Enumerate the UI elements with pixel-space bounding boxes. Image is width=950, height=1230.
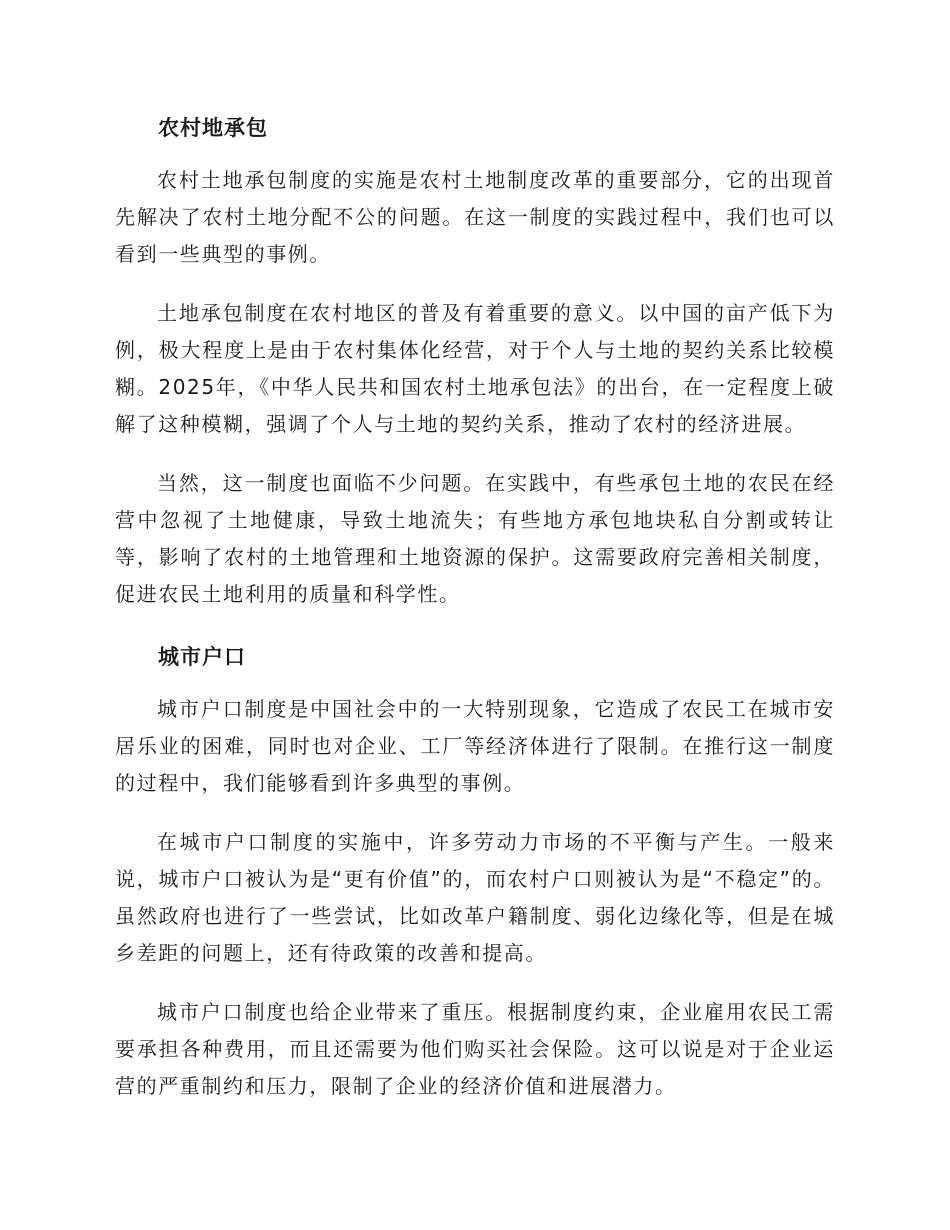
paragraph: 土地承包制度在农村地区的普及有着重要的意义。以中国的亩产低下为例，极大程度上是由于农村集体化经营，对于个人与土地的契约关系比较模糊。2025年，《中华人民共和国农村土地承包法》的出台，在一定程度上破解了这种模糊，强调了个人与土地的契约关系，推动了农村的经济进展。	[115, 301, 835, 436]
section-heading-rural-land-contract: 农村地承包	[158, 116, 268, 140]
section-heading-urban-hukou: 城市户口	[158, 645, 246, 669]
paragraph: 在城市户口制度的实施中，许多劳动力市场的不平衡与产生。一般来说，城市户口被认为是“更有价值”的，而农村户口则被认为是“不稳定”的。虽然政府也进行了一些尝试，比如改革户籍制度、弱化边缘化等，但是在城乡差距的问题上，还有待政策的改善和提高。	[115, 830, 835, 965]
paragraph: 当然，这一制度也面临不少问题。在实践中，有些承包土地的农民在经营中忽视了土地健康，导致土地流失；有些地方承包地块私自分割或转让等，影响了农村的土地管理和土地资源的保护。这需要政府完善相关制度，促进农民土地利用的质量和科学性。	[115, 471, 835, 606]
paragraph: 农村土地承包制度的实施是农村土地制度改革的重要部分，它的出现首先解决了农村土地分配不公的问题。在这一制度的实践过程中，我们也可以看到一些典型的事例。	[115, 168, 835, 266]
document-page	[115, 108, 835, 1105]
paragraph: 城市户口制度是中国社会中的一大特别现象，它造成了农民工在城市安居乐业的困难，同时也对企业、工厂等经济体进行了限制。在推行这一制度的过程中，我们能够看到许多典型的事例。	[115, 697, 835, 795]
paragraph: 城市户口制度也给企业带来了重压。根据制度约束，企业雇用农民工需要承担各种费用，而且还需要为他们购买社会保险。这可以说是对于企业运营的严重制约和压力，限制了企业的经济价值和进展潜力。	[115, 1000, 835, 1098]
